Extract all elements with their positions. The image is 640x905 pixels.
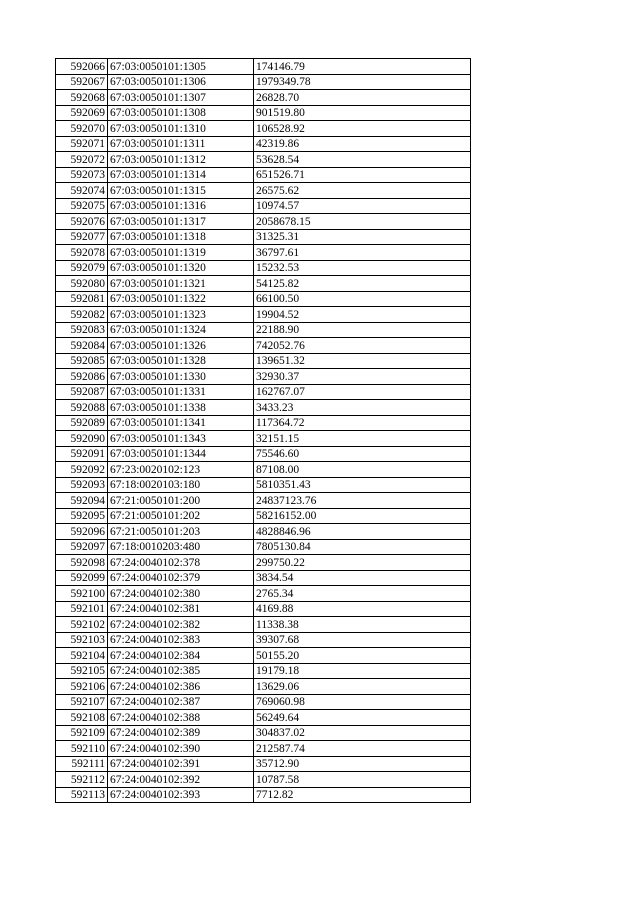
row-number-cell: 592077 [56,229,108,245]
cadastral-number-cell: 67:18:0020103:180 [108,477,254,493]
cadastral-number-cell: 67:03:0050101:1315 [108,183,254,199]
cadastral-number-cell: 67:23:0020102:123 [108,462,254,478]
table-row [56,229,471,245]
cadastral-number-cell: 67:03:0050101:1322 [108,291,254,307]
row-number-cell: 592080 [56,276,108,292]
cadastral-value-cell: 32930.37 [254,369,471,385]
cadastral-value-cell: 7712.82 [254,787,471,803]
cadastral-number-cell: 67:03:0050101:1343 [108,431,254,447]
table-row [56,136,471,152]
cadastral-number-cell: 67:03:0050101:1341 [108,415,254,431]
cadastral-number-cell: 67:18:0010203:480 [108,539,254,555]
table-row [56,322,471,338]
cadastral-value-cell: 901519.80 [254,105,471,121]
cadastral-number-cell: 67:24:0040102:392 [108,772,254,788]
row-number-cell: 592076 [56,214,108,230]
cadastral-value-cell: 24837123.76 [254,493,471,509]
table-row [56,369,471,385]
cadastral-number-cell: 67:24:0040102:387 [108,694,254,710]
cadastral-number-cell: 67:03:0050101:1310 [108,121,254,137]
table-row [56,663,471,679]
row-number-cell: 592113 [56,787,108,803]
row-number-cell: 592079 [56,260,108,276]
cadastral-value-cell: 10787.58 [254,772,471,788]
cadastral-number-cell: 67:03:0050101:1311 [108,136,254,152]
table-row [56,307,471,323]
table-row [56,710,471,726]
cadastral-value-cell: 19904.52 [254,307,471,323]
cadastral-value-cell: 5810351.43 [254,477,471,493]
cadastral-number-cell: 67:03:0050101:1307 [108,90,254,106]
cadastral-number-cell: 67:24:0040102:383 [108,632,254,648]
row-number-cell: 592078 [56,245,108,261]
table-row [56,214,471,230]
cadastral-number-cell: 67:21:0050101:200 [108,493,254,509]
row-number-cell: 592067 [56,74,108,90]
table-row [56,524,471,540]
cadastral-number-cell: 67:24:0040102:382 [108,617,254,633]
row-number-cell: 592109 [56,725,108,741]
row-number-cell: 592068 [56,90,108,106]
cadastral-number-cell: 67:03:0050101:1330 [108,369,254,385]
cadastral-value-cell: 22188.90 [254,322,471,338]
row-number-cell: 592092 [56,462,108,478]
cadastral-value-cell: 36797.61 [254,245,471,261]
row-number-cell: 592110 [56,741,108,757]
table-row [56,446,471,462]
cadastral-number-cell: 67:21:0050101:202 [108,508,254,524]
cadastral-number-cell: 67:03:0050101:1317 [108,214,254,230]
row-number-cell: 592111 [56,756,108,772]
cadastral-number-cell: 67:03:0050101:1326 [108,338,254,354]
cadastral-value-cell: 299750.22 [254,555,471,571]
cadastral-number-cell: 67:03:0050101:1320 [108,260,254,276]
row-number-cell: 592073 [56,167,108,183]
cadastral-value-cell: 2058678.15 [254,214,471,230]
cadastral-value-cell: 174146.79 [254,59,471,75]
row-number-cell: 592103 [56,632,108,648]
cadastral-number-cell: 67:24:0040102:390 [108,741,254,757]
cadastral-value-cell: 19179.18 [254,663,471,679]
row-number-cell: 592074 [56,183,108,199]
table-row [56,679,471,695]
table-row [56,291,471,307]
row-number-cell: 592096 [56,524,108,540]
cadastral-value-cell: 769060.98 [254,694,471,710]
row-number-cell: 592108 [56,710,108,726]
cadastral-value-cell: 15232.53 [254,260,471,276]
table-row [56,493,471,509]
table-row [56,601,471,617]
row-number-cell: 592094 [56,493,108,509]
table-row [56,260,471,276]
cadastral-value-cell: 31325.31 [254,229,471,245]
row-number-cell: 592095 [56,508,108,524]
table-row [56,772,471,788]
row-number-cell: 592087 [56,384,108,400]
cadastral-value-cell: 2765.34 [254,586,471,602]
table-body [56,59,471,803]
cadastral-value-cell: 35712.90 [254,756,471,772]
cadastral-number-cell: 67:24:0040102:393 [108,787,254,803]
table-row [56,245,471,261]
cadastral-number-cell: 67:03:0050101:1344 [108,446,254,462]
row-number-cell: 592083 [56,322,108,338]
table-row [56,787,471,803]
row-number-cell: 592082 [56,307,108,323]
cadastral-number-cell: 67:24:0040102:388 [108,710,254,726]
row-number-cell: 592070 [56,121,108,137]
table-row [56,198,471,214]
row-number-cell: 592071 [56,136,108,152]
row-number-cell: 592107 [56,694,108,710]
cadastral-number-cell: 67:24:0040102:391 [108,756,254,772]
table-row [56,617,471,633]
table-row [56,384,471,400]
cadastral-value-cell: 10974.57 [254,198,471,214]
table-row [56,415,471,431]
cadastral-number-cell: 67:24:0040102:380 [108,586,254,602]
row-number-cell: 592102 [56,617,108,633]
cadastral-value-cell: 651526.71 [254,167,471,183]
cadastral-number-cell: 67:03:0050101:1305 [108,59,254,75]
cadastral-number-cell: 67:03:0050101:1306 [108,74,254,90]
cadastral-number-cell: 67:24:0040102:381 [108,601,254,617]
cadastral-value-cell: 54125.82 [254,276,471,292]
cadastral-number-cell: 67:24:0040102:379 [108,570,254,586]
table-row [56,694,471,710]
cadastral-value-cell: 56249.64 [254,710,471,726]
row-number-cell: 592069 [56,105,108,121]
row-number-cell: 592084 [56,338,108,354]
cadastral-value-cell: 13629.06 [254,679,471,695]
cadastral-number-cell: 67:03:0050101:1328 [108,353,254,369]
table-row [56,555,471,571]
cadastral-value-cell: 11338.38 [254,617,471,633]
cadastral-value-cell: 26828.70 [254,90,471,106]
cadastral-number-cell: 67:03:0050101:1321 [108,276,254,292]
table-row [56,74,471,90]
row-number-cell: 592086 [56,369,108,385]
table-row [56,121,471,137]
cadastral-value-cell: 139651.32 [254,353,471,369]
cadastral-number-cell: 67:03:0050101:1316 [108,198,254,214]
row-number-cell: 592100 [56,586,108,602]
cadastral-value-cell: 304837.02 [254,725,471,741]
table-row [56,59,471,75]
row-number-cell: 592105 [56,663,108,679]
table-row [56,570,471,586]
cadastral-number-cell: 67:03:0050101:1314 [108,167,254,183]
cadastral-value-cell: 742052.76 [254,338,471,354]
cadastral-value-cell: 87108.00 [254,462,471,478]
cadastral-value-cell: 58216152.00 [254,508,471,524]
cadastral-number-cell: 67:24:0040102:384 [108,648,254,664]
table-row [56,152,471,168]
table-row [56,586,471,602]
cadastral-number-cell: 67:24:0040102:386 [108,679,254,695]
cadastral-value-cell: 3433.23 [254,400,471,416]
cadastral-number-cell: 67:24:0040102:389 [108,725,254,741]
table-row [56,648,471,664]
cadastral-number-cell: 67:03:0050101:1312 [108,152,254,168]
cadastral-number-cell: 67:03:0050101:1319 [108,245,254,261]
row-number-cell: 592101 [56,601,108,617]
table-row [56,741,471,757]
cadastral-number-cell: 67:03:0050101:1338 [108,400,254,416]
cadastral-value-cell: 117364.72 [254,415,471,431]
cadastral-value-cell: 162767.07 [254,384,471,400]
table-row [56,431,471,447]
row-number-cell: 592085 [56,353,108,369]
cadastral-number-cell: 67:03:0050101:1308 [108,105,254,121]
table-row [56,756,471,772]
row-number-cell: 592066 [56,59,108,75]
cadastral-value-cell: 106528.92 [254,121,471,137]
row-number-cell: 592088 [56,400,108,416]
cadastral-value-cell: 50155.20 [254,648,471,664]
cadastral-number-cell: 67:03:0050101:1318 [108,229,254,245]
table-row [56,338,471,354]
cadastral-value-cell: 7805130.84 [254,539,471,555]
cadastral-value-cell: 42319.86 [254,136,471,152]
cadastral-value-cell: 39307.68 [254,632,471,648]
table-row [56,632,471,648]
table-row [56,353,471,369]
table-row [56,539,471,555]
cadastral-value-table [55,58,471,803]
row-number-cell: 592104 [56,648,108,664]
cadastral-value-cell: 26575.62 [254,183,471,199]
cadastral-number-cell: 67:03:0050101:1324 [108,322,254,338]
cadastral-value-cell: 212587.74 [254,741,471,757]
row-number-cell: 592072 [56,152,108,168]
table-row [56,508,471,524]
table-row [56,477,471,493]
cadastral-number-cell: 67:03:0050101:1323 [108,307,254,323]
row-number-cell: 592090 [56,431,108,447]
row-number-cell: 592075 [56,198,108,214]
cadastral-number-cell: 67:03:0050101:1331 [108,384,254,400]
table-row [56,183,471,199]
table-row [56,462,471,478]
cadastral-value-cell: 66100.50 [254,291,471,307]
row-number-cell: 592106 [56,679,108,695]
row-number-cell: 592089 [56,415,108,431]
cadastral-value-cell: 3834.54 [254,570,471,586]
cadastral-value-cell: 53628.54 [254,152,471,168]
cadastral-value-cell: 75546.60 [254,446,471,462]
row-number-cell: 592099 [56,570,108,586]
cadastral-number-cell: 67:24:0040102:385 [108,663,254,679]
row-number-cell: 592093 [56,477,108,493]
table-row [56,400,471,416]
row-number-cell: 592098 [56,555,108,571]
cadastral-value-cell: 4169.88 [254,601,471,617]
cadastral-value-cell: 4828846.96 [254,524,471,540]
row-number-cell: 592112 [56,772,108,788]
row-number-cell: 592097 [56,539,108,555]
row-number-cell: 592091 [56,446,108,462]
table-row [56,105,471,121]
table-row [56,276,471,292]
table-row [56,90,471,106]
cadastral-number-cell: 67:24:0040102:378 [108,555,254,571]
cadastral-value-cell: 1979349.78 [254,74,471,90]
table-row [56,167,471,183]
table-row [56,725,471,741]
row-number-cell: 592081 [56,291,108,307]
cadastral-number-cell: 67:21:0050101:203 [108,524,254,540]
cadastral-value-cell: 32151.15 [254,431,471,447]
